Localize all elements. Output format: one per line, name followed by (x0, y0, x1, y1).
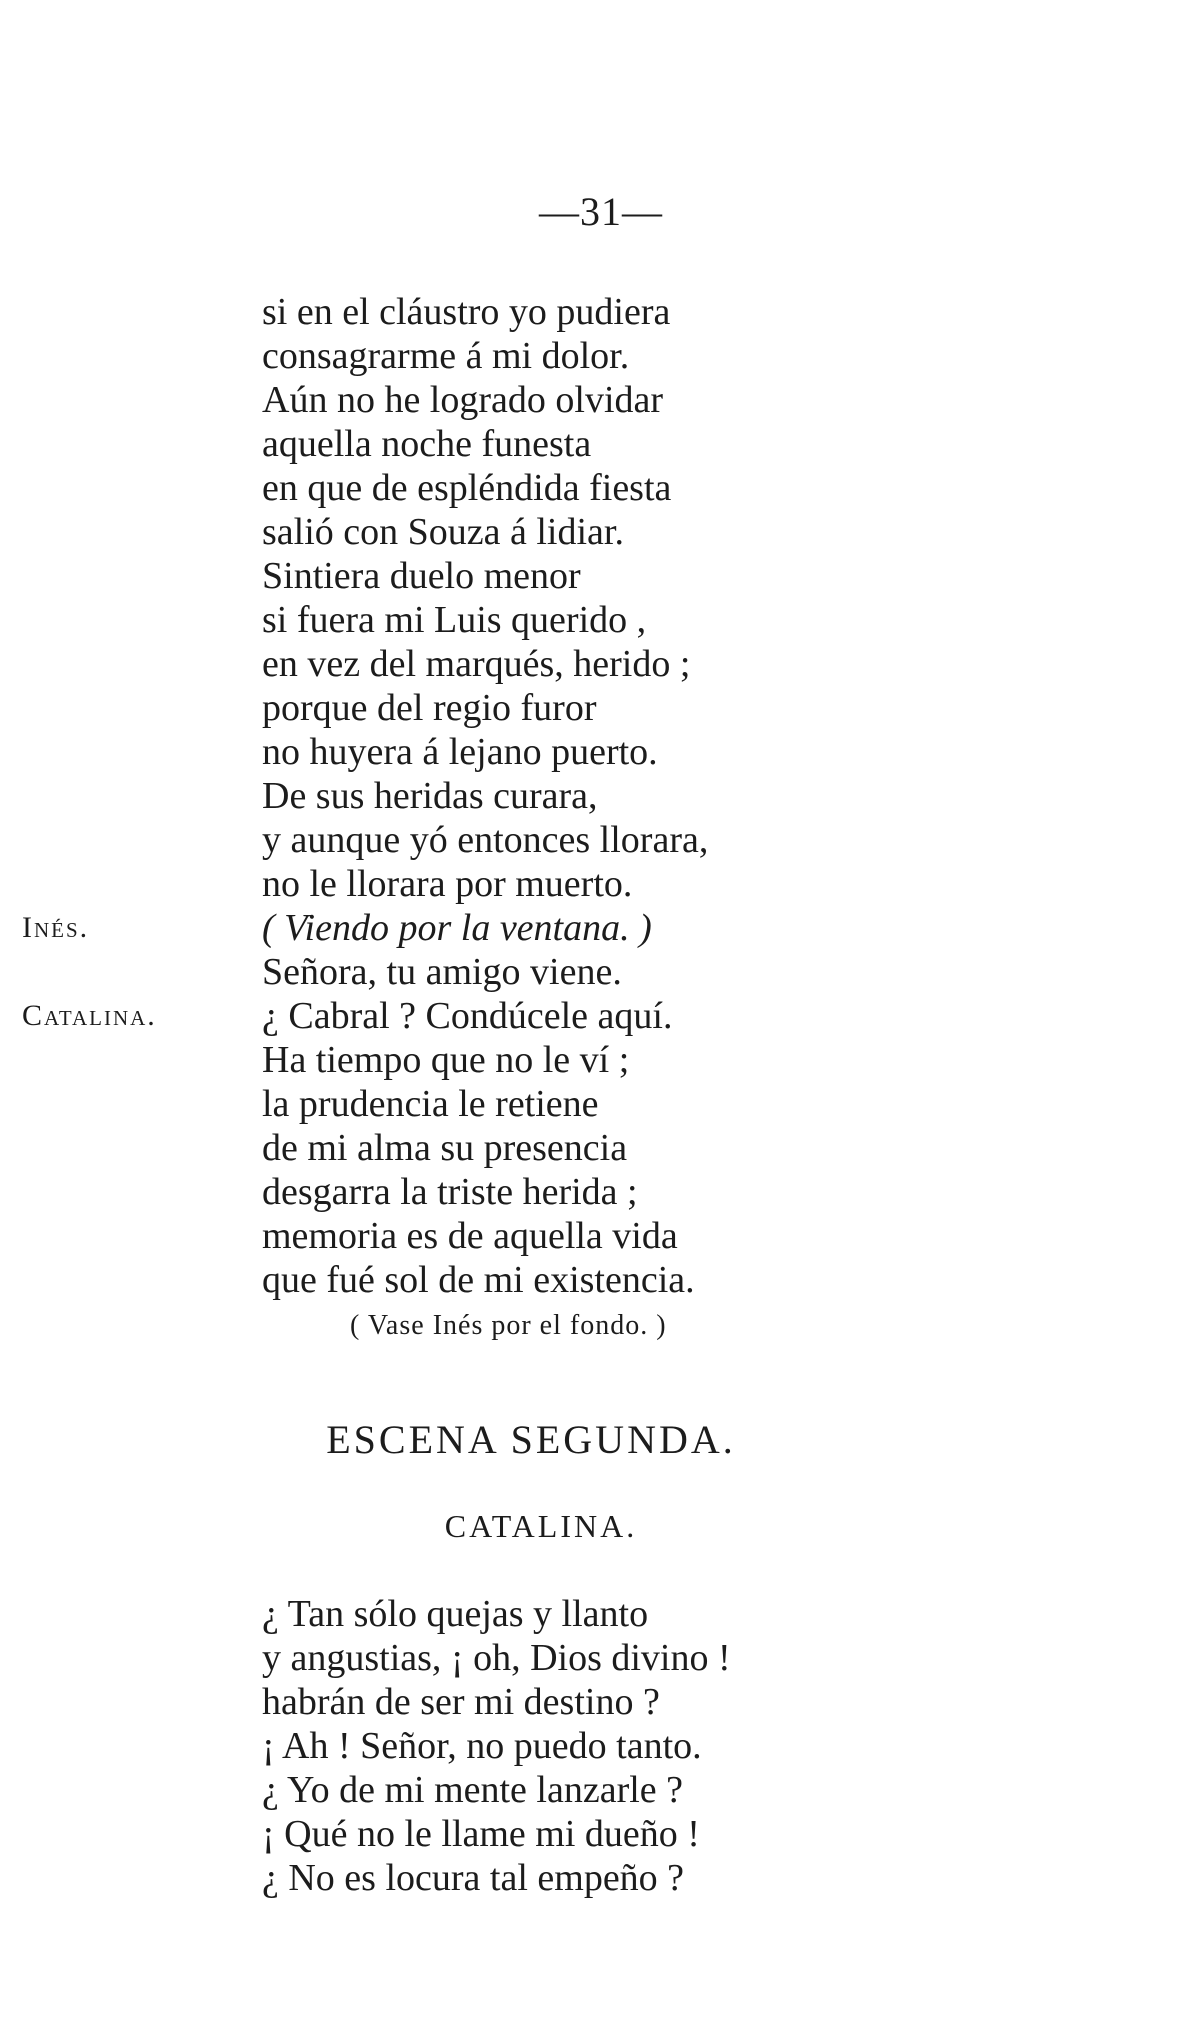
verse-line: ¿ Yo de mi mente lanzarle ? (262, 1769, 684, 1811)
verse-line: desgarra la triste herida ; (262, 1171, 638, 1213)
verse-line: en que de espléndida fiesta (262, 467, 672, 509)
verse-line: ¿ No es locura tal empeño ? (262, 1857, 685, 1899)
verse-line: memoria es de aquella vida (262, 1215, 678, 1257)
verse-line: y angustias, ¡ oh, Dios divino ! (262, 1637, 731, 1679)
page-number: —31— (539, 189, 663, 234)
verse-line: no huyera á lejano puerto. (262, 731, 658, 773)
verse-line: habrán de ser mi destino ? (262, 1681, 660, 1723)
verse-line: Ha tiempo que no le ví ; (262, 1039, 630, 1081)
speaker-ines: Inés. (22, 911, 90, 944)
speaker-catalina: Catalina. (22, 999, 157, 1032)
verse-line: De sus heridas curara, (262, 775, 598, 817)
scene-title: ESCENA SEGUNDA. (326, 1417, 736, 1462)
verse-line: ¡ Ah ! Señor, no puedo tanto. (262, 1725, 702, 1767)
verse-line: en vez del marqués, herido ; (262, 643, 691, 685)
exit-stage-direction: ( Vase Inés por el fondo. ) (350, 1310, 667, 1341)
scene-character: CATALINA. (444, 1508, 638, 1544)
verse-line: no le llorara por muerto. (262, 863, 633, 905)
verse-line: ¿ Tan sólo quejas y llanto (262, 1593, 649, 1635)
verse-line: Sintiera duelo menor (262, 555, 581, 597)
stage-direction: ( Viendo por la ventana. ) (262, 907, 652, 949)
verse-line: que fué sol de mi existencia. (262, 1259, 695, 1301)
verse-line: porque del regio furor (262, 687, 597, 729)
verse-line: la prudencia le retiene (262, 1083, 599, 1125)
verse-line: si en el cláustro yo pudiera (262, 291, 671, 333)
verse-line: y aunque yó entonces llorara, (262, 819, 709, 861)
verse-line: salió con Souza á lidiar. (262, 511, 624, 553)
verse-line: consagrarme á mi dolor. (262, 335, 630, 377)
verse-line: ¡ Qué no le llame mi dueño ! (262, 1813, 700, 1855)
verse-line: ¿ Cabral ? Condúcele aquí. (262, 995, 673, 1037)
verse-line: si fuera mi Luis querido , (262, 599, 647, 641)
verse-line: de mi alma su presencia (262, 1127, 628, 1169)
verse-line: Aún no he logrado olvidar (262, 379, 664, 421)
verse-line: Señora, tu amigo viene. (262, 951, 622, 993)
verse-line: aquella noche funesta (262, 423, 592, 465)
